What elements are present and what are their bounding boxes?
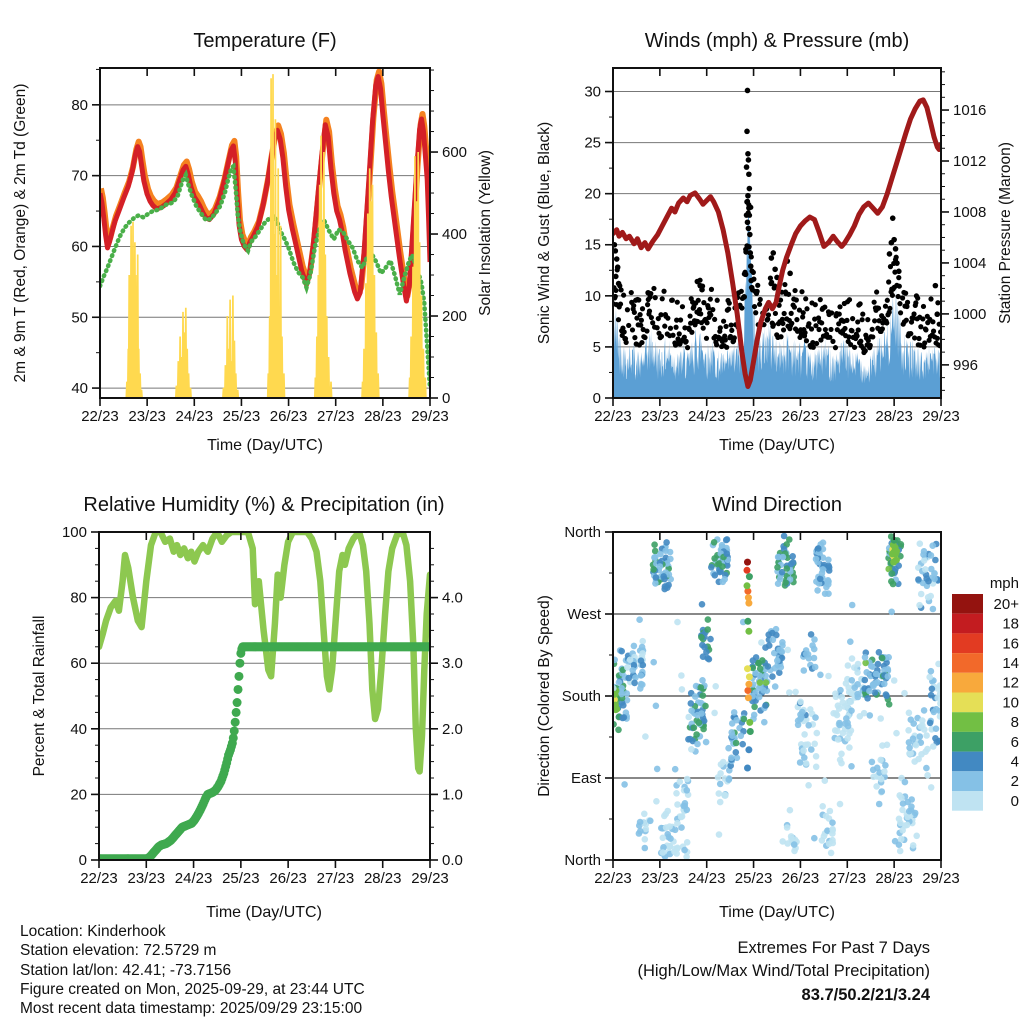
x-tick-label: 27/23: [316, 408, 355, 425]
y-tick-label: South: [561, 688, 601, 705]
x-tick-label: 27/23: [828, 870, 867, 887]
x-tick-label: 24/23: [687, 870, 726, 887]
y-tick-label: 40: [71, 380, 88, 398]
x-tick-label: 22/23: [594, 870, 632, 887]
legend-label: 16: [1002, 635, 1019, 653]
x-tick-label: 25/23: [734, 408, 773, 425]
y-tick-label: 40: [70, 720, 87, 738]
y-tick-label: North: [564, 852, 601, 869]
y-tick-label: 10: [584, 287, 601, 305]
winds-ylabel-left: Sonic Wind & Gust (Blue, Black): [536, 121, 553, 345]
x-tick-label: 23/23: [128, 408, 166, 425]
y-tick-label: 200: [442, 308, 468, 326]
legend-title: mph: [989, 575, 1019, 592]
x-tick-label: 24/23: [687, 408, 726, 425]
y-tick-label: 4.0: [442, 589, 463, 607]
temperature-panel: [71, 68, 467, 425]
winds-pressure-panel: [584, 68, 986, 425]
humidity-series: [95, 532, 435, 863]
y-tick-label: 20: [584, 185, 601, 203]
y-tick-label: 0: [78, 852, 87, 869]
y-tick-label: 3.0: [442, 655, 463, 673]
temperature-title: Temperature (F): [193, 30, 337, 52]
x-tick-label: 26/23: [781, 408, 820, 425]
y-tick-label: 1000: [953, 305, 987, 323]
legend-label: 10: [1002, 694, 1019, 712]
x-tick-label: 29/23: [411, 408, 449, 425]
y-tick-label: 1016: [953, 102, 987, 120]
y-tick-label: 600: [442, 144, 468, 162]
winds-xlabel: Time (Day/UTC): [719, 437, 835, 454]
x-tick-label: 25/23: [222, 870, 260, 887]
legend-swatch: [952, 594, 983, 614]
x-tick-label: 29/23: [411, 870, 449, 887]
x-tick-label: 29/23: [922, 870, 960, 887]
y-tick-label: 70: [71, 167, 88, 185]
x-tick-label: 28/23: [875, 870, 913, 887]
x-tick-label: 28/23: [364, 408, 402, 425]
wind-direction-panel: [562, 524, 960, 887]
legend-swatch: [952, 712, 983, 732]
legend-swatch: [952, 693, 983, 713]
y-tick-label: 20: [70, 786, 87, 804]
y-tick-label: 1012: [953, 153, 987, 171]
x-tick-label: 26/23: [269, 408, 308, 425]
station-location: Location: Kinderhook: [20, 923, 166, 940]
y-tick-label: 25: [584, 134, 601, 152]
legend-label: 20+: [993, 595, 1019, 613]
x-tick-label: 26/23: [781, 870, 820, 887]
y-tick-label: 60: [70, 655, 87, 673]
x-tick-label: 23/23: [641, 408, 679, 425]
x-tick-label: 22/23: [80, 870, 118, 887]
direction-xlabel: Time (Day/UTC): [719, 904, 835, 921]
y-tick-label: 1004: [953, 254, 987, 272]
legend-swatch: [952, 771, 983, 791]
x-tick-label: 24/23: [175, 408, 214, 425]
humidity-precip-title: Relative Humidity (%) & Precipitation (in): [83, 494, 445, 516]
winds-pressure-title: Winds (mph) & Pressure (mb): [644, 30, 910, 52]
wind-direction-title: Wind Direction: [711, 494, 843, 516]
humidity-precip-panel: [62, 524, 463, 887]
legend-swatch: [952, 673, 983, 693]
extremes-block: [637, 939, 930, 1004]
y-tick-label: 1.0: [442, 786, 463, 804]
legend-swatch: [952, 791, 983, 811]
y-tick-label: 1008: [953, 203, 987, 221]
station-latlon: Station lat/lon: 42.41; -73.7156: [20, 962, 232, 979]
temperature-series: [100, 72, 431, 399]
extremes-heading: Extremes For Past 7 Days: [737, 939, 930, 957]
x-tick-label: 23/23: [641, 870, 679, 887]
gust-dots: [611, 88, 943, 355]
station-info-block: [20, 923, 365, 1017]
y-tick-label: 60: [71, 238, 88, 256]
temperature-xlabel: Time (Day/UTC): [207, 437, 323, 454]
x-tick-label: 26/23: [269, 870, 307, 887]
y-tick-label: 400: [442, 226, 468, 244]
y-tick-label: 2.0: [442, 720, 463, 738]
x-tick-label: 24/23: [174, 870, 213, 887]
y-tick-label: 0: [592, 390, 601, 407]
legend-label: 12: [1002, 674, 1019, 692]
y-tick-label: 80: [70, 589, 87, 607]
winds-series: [611, 88, 943, 398]
plot-border: [100, 68, 430, 398]
y-tick-label: 0: [442, 390, 451, 407]
y-tick-label: 80: [71, 96, 88, 114]
humidity-line: [99, 532, 430, 771]
legend-label: 18: [1002, 615, 1019, 633]
x-tick-label: 22/23: [81, 408, 119, 425]
extremes-values: 83.7/50.2/21/3.24: [801, 986, 930, 1004]
x-tick-label: 25/23: [222, 408, 261, 425]
temperature-ylabel-right: Solar Insolation (Yellow): [477, 150, 494, 316]
legend-label: 4: [1010, 753, 1019, 771]
y-tick-label: North: [564, 524, 601, 541]
legend-label: 6: [1010, 733, 1019, 751]
legend-swatch: [952, 614, 983, 634]
extremes-subheading: (High/Low/Max Wind/Total Precipitation): [637, 962, 930, 980]
winds-ylabel-right: Station Pressure (Maroon): [997, 142, 1014, 324]
y-tick-label: West: [567, 606, 601, 623]
x-tick-label: 27/23: [316, 870, 355, 887]
legend-label: 8: [1010, 714, 1019, 732]
x-tick-label: 28/23: [363, 870, 402, 887]
legend-label: 0: [1010, 792, 1019, 810]
y-tick-label: 30: [584, 83, 601, 101]
legend-swatch: [952, 752, 983, 772]
y-tick-label: 996: [953, 356, 979, 374]
direction-ylabel-left: Direction (Colored By Speed): [536, 595, 553, 797]
y-tick-label: 5: [592, 338, 601, 356]
x-tick-label: 27/23: [828, 408, 867, 425]
speed-legend: [952, 594, 1019, 811]
figure-created: Figure created on Mon, 2025-09-29, at 23:44 UTC: [20, 981, 365, 998]
y-tick-label: 15: [584, 236, 601, 254]
legend-label: 2: [1010, 773, 1019, 791]
x-tick-label: 23/23: [127, 870, 166, 887]
x-tick-label: 28/23: [875, 408, 913, 425]
data-timestamp: Most recent data timestamp: 2025/09/29 23:15:00: [20, 1000, 363, 1017]
x-tick-label: 29/23: [922, 408, 960, 425]
y-tick-label: 0.0: [442, 852, 463, 869]
y-tick-label: 100: [61, 524, 87, 541]
y-tick-label: 50: [71, 309, 88, 327]
station-elevation: Station elevation: 72.5729 m: [20, 942, 217, 959]
y-tick-label: East: [570, 770, 601, 787]
legend-swatch: [952, 633, 983, 653]
temperature-ylabel-left: 2m & 9m T (Red, Orange) & 2m Td (Green): [12, 83, 29, 383]
solar-yellow-line: [100, 74, 430, 398]
legend-swatch: [952, 732, 983, 752]
legend-swatch: [952, 653, 983, 673]
legend-label: 14: [1002, 654, 1019, 672]
humidity-xlabel: Time (Day/UTC): [206, 904, 322, 921]
x-tick-label: 25/23: [734, 870, 773, 887]
humidity-ylabel-left: Percent & Total Rainfall: [31, 615, 48, 777]
x-tick-label: 22/23: [594, 408, 632, 425]
